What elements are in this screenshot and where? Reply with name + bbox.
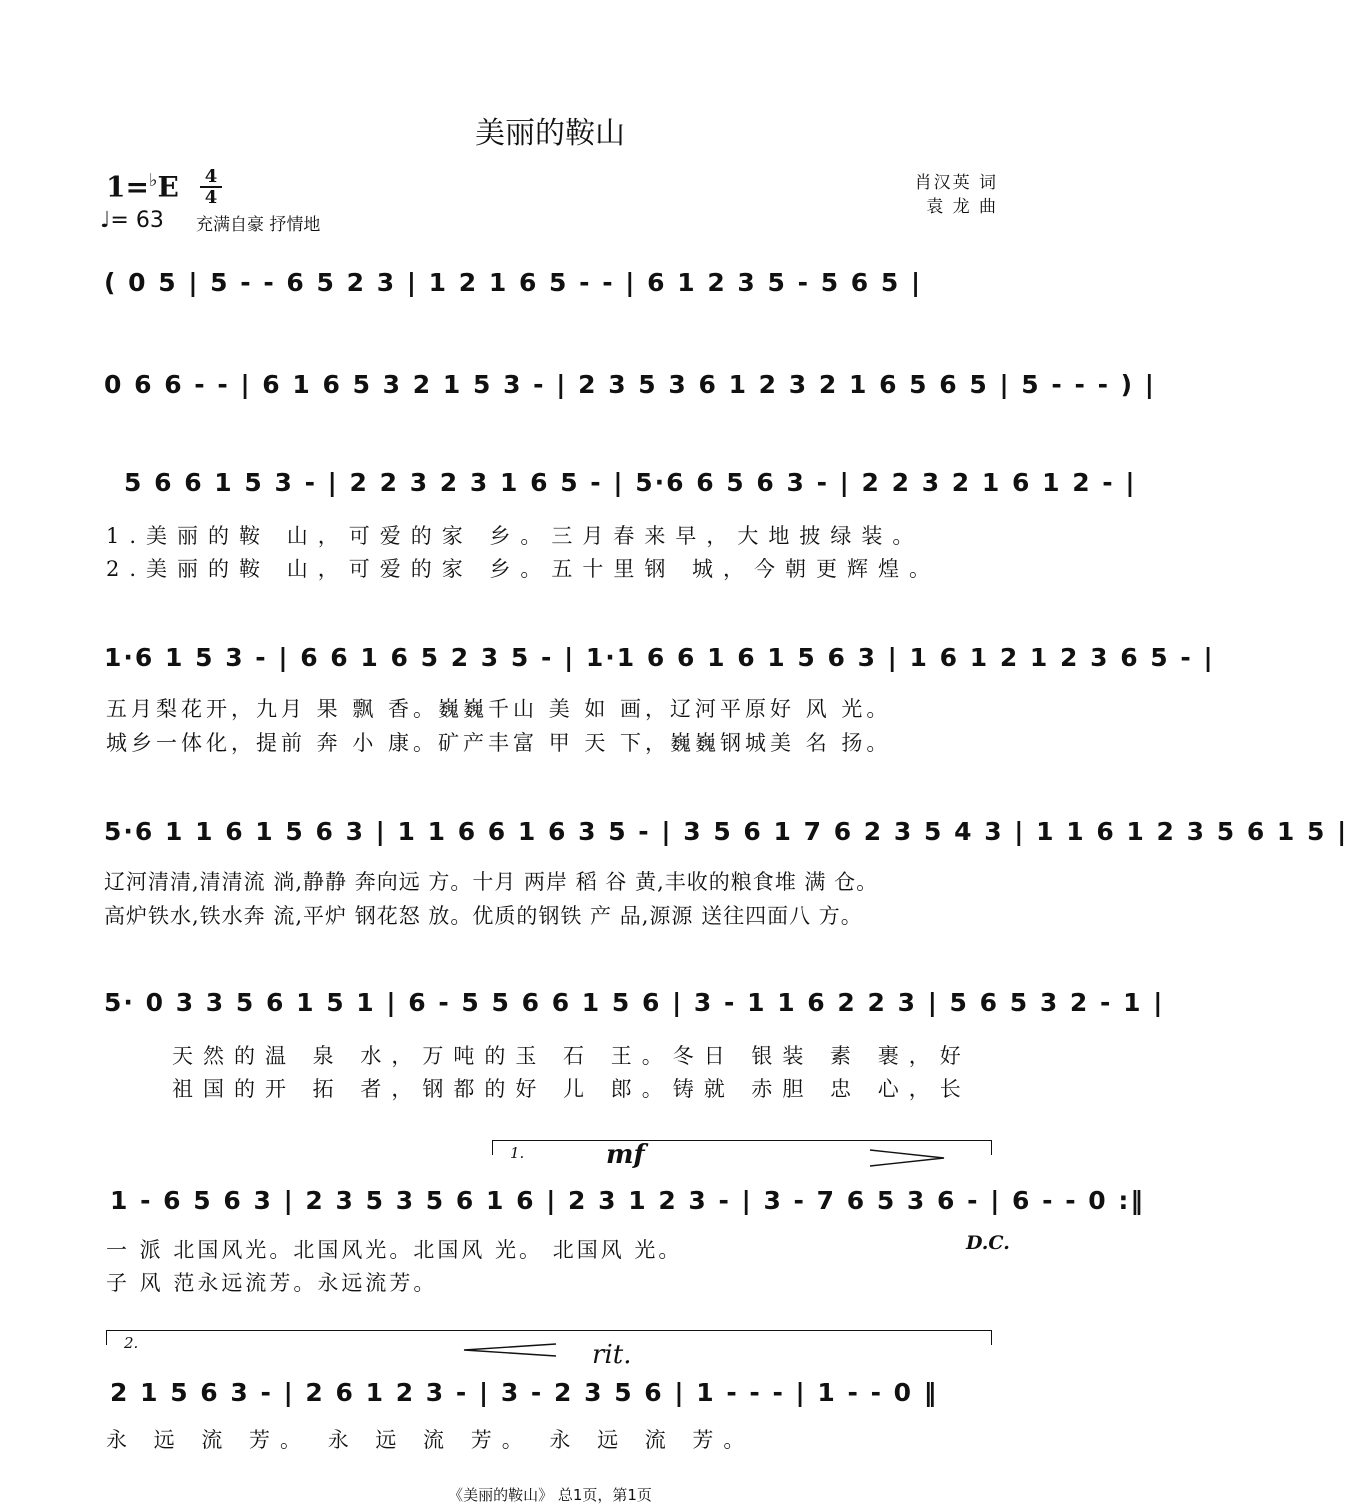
decrescendo-hairpin xyxy=(870,1150,944,1166)
notation-line-5: 5·6 1 1 6 1 5 6 3 | 1 1 6 6 1 6 3 5 - | 3 5 6 1 7 6 2 3 5 4 3 | 1 1 6 1 2 3 5 6 1 5 | xyxy=(104,817,1348,846)
notation-line-6: 5· 0 3 3 5 6 1 5 1 | 6 - 5 5 6 6 1 5 6 | 3 - 1 1 6 2 2 3 | 5 6 5 3 2 - 1 | xyxy=(104,988,1165,1017)
crescendo-hairpin xyxy=(464,1344,556,1356)
page-title: 美丽的鞍山 xyxy=(475,116,625,151)
lyric-line-5-verse-2: 高炉铁水,铁水奔 流,平炉 钢花怒 放。优质的钢铁 产 品,源源 送往四面八 方。 xyxy=(104,904,863,928)
lyric-line-6-verse-2: 祖国的开 拓 者，钢都的好 儿 郎。铸就 赤胆 忠 心，长 xyxy=(172,1077,971,1101)
composer: 袁 龙 曲 xyxy=(926,197,998,217)
lyric-line-8-verse-1: 永 远 流 芳。 永 远 流 芳。 永 远 流 芳。 xyxy=(106,1428,755,1452)
flat-sign: ♭ xyxy=(148,170,158,191)
da-capo-marking: D.C. xyxy=(966,1232,1010,1254)
page-footer: 《美丽的鞍山》 总1页，第1页 xyxy=(448,1486,652,1504)
ritardando-marking: rit. xyxy=(592,1340,632,1370)
lyric-line-7-verse-1: 一 派 北国风光。北国风光。北国风 光。 北国风 光。 xyxy=(106,1238,683,1262)
notation-line-7: 1 - 6 5 6 3 | 2 3 5 3 5 6 1 6 | 2 3 1 2 3 - | 3 - 7 6 5 3 6 - | 6 - - 0 :‖ xyxy=(110,1186,1145,1215)
tempo-value: = 63 xyxy=(110,208,164,233)
lyric-line-5-verse-1: 辽河清清,清清流 淌,静静 奔向远 方。十月 两岸 稻 谷 黄,丰收的粮食堆 满 仓。 xyxy=(104,870,879,894)
dynamic-mf: mf xyxy=(606,1140,645,1170)
lyric-line-4-verse-1: 五月梨花开，九月 果 飘 香。巍巍千山 美 如 画，辽河平原好 风 光。 xyxy=(106,697,892,721)
notation-line-2: 0 6 6 - - | 6 1 6 5 3 2 1 5 3 - | 2 3 5 3 6 1 2 3 2 1 6 5 6 5 | 5 - - - ) | xyxy=(104,370,1156,399)
quarter-note-icon: ♩ xyxy=(100,208,111,233)
first-ending-label: 1. xyxy=(510,1144,525,1162)
notation-line-1: ( 0 5 | 5 - - 6 5 2 3 | 1 2 1 6 5 - - | 6 1 2 3 5 - 5 6 5 | xyxy=(104,268,923,297)
lyricist: 肖汉英 词 xyxy=(914,173,998,193)
time-bottom: 4 xyxy=(204,187,218,208)
expression-text: 充满自豪 抒情地 xyxy=(196,215,321,235)
lyric-line-4-verse-2: 城乡一体化，提前 奔 小 康。矿产丰富 甲 天 下，巍巍钢城美 名 扬。 xyxy=(106,731,892,755)
lyric-line-3-verse-2: 2.美丽的鞍 山，可爱的家 乡。五十里钢 城，今朝更辉煌。 xyxy=(106,557,941,581)
notation-line-3: 5 6 6 1 5 3 - | 2 2 3 2 3 1 6 5 - | 5·6 6 5 6 3 - | 2 2 3 2 1 6 1 2 - | xyxy=(124,468,1137,497)
key-prefix: 1= xyxy=(106,170,149,204)
lyric-line-6-verse-1: 天然的温 泉 水，万吨的玉 石 王。冬日 银装 素 裹，好 xyxy=(172,1044,971,1068)
time-top: 4 xyxy=(204,166,218,187)
lyric-line-7-verse-2: 子 风 范永远流芳。永远流芳。 xyxy=(106,1271,438,1295)
notation-line-4: 1·6 1 5 3 - | 6 6 1 6 5 2 3 5 - | 1·1 6 6 1 6 1 5 6 3 | 1 6 1 2 1 2 3 6 5 - | xyxy=(104,643,1215,672)
notation-line-8: 2 1 5 6 3 - | 2 6 1 2 3 - | 3 - 2 3 5 6 | 1 - - - | 1 - - 0 ‖ xyxy=(110,1378,939,1407)
key-note: E xyxy=(157,170,179,204)
second-ending-label: 2. xyxy=(124,1334,139,1352)
lyric-line-3-verse-1: 1.美丽的鞍 山，可爱的家 乡。三月春来早，大地披绿装。 xyxy=(106,524,924,548)
